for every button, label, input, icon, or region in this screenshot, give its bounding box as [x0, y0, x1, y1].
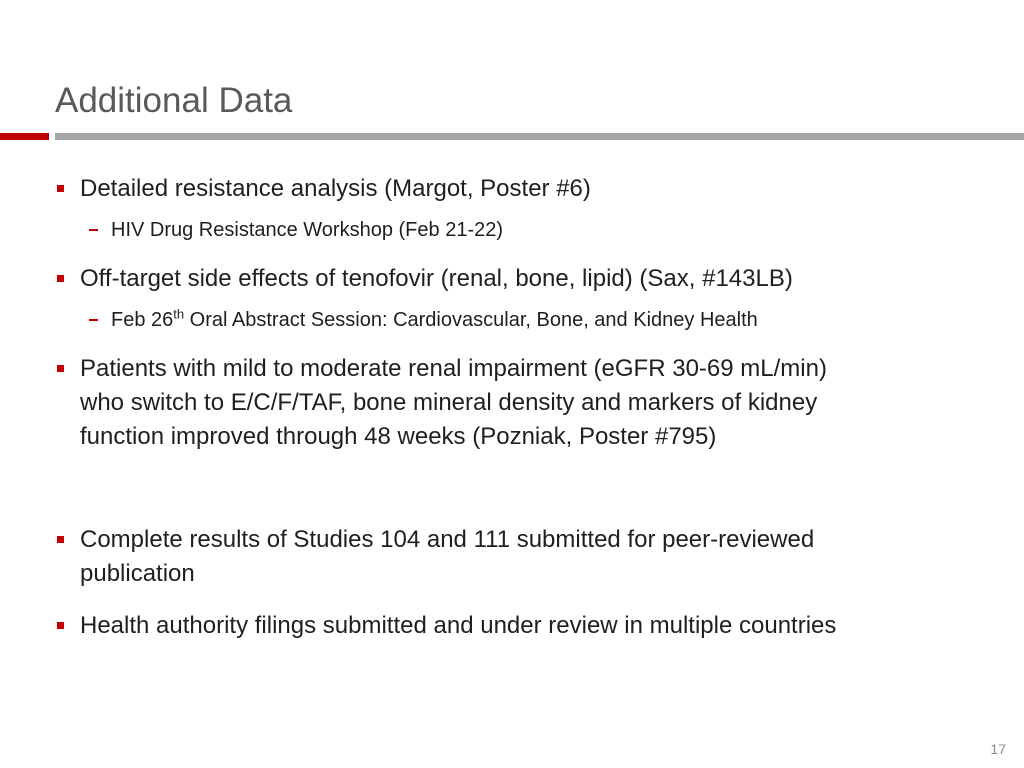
dash-bullet-icon: [89, 229, 98, 231]
dash-bullet-icon: [89, 319, 98, 321]
square-bullet-icon: [57, 622, 64, 629]
title-divider-rule: [55, 133, 1024, 140]
bullet-text-line: Patients with mild to moderate renal impairment (eGFR 30-69 mL/min): [80, 355, 827, 382]
square-bullet-icon: [57, 536, 64, 543]
title-accent-rule: [0, 133, 49, 140]
sub-bullet-session: Oral Abstract Session: Cardiovascular, Bone, and Kidney Health: [184, 309, 758, 331]
square-bullet-icon: [57, 365, 64, 372]
sub-bullet-text: HIV Drug Resistance Workshop (Feb 21-22): [111, 219, 504, 241]
slide-title: Additional Data: [55, 81, 293, 120]
bullet-text-line: publication: [80, 560, 195, 587]
bullet-text-line: Complete results of Studies 104 and 111 submitted for peer-reviewed: [80, 526, 815, 553]
bullet-text: Off-target side effects of tenofovir (renal, bone, lipid) (Sax, #143LB): [80, 265, 793, 292]
square-bullet-icon: [57, 275, 64, 282]
ordinal-suffix: th: [173, 306, 185, 322]
sub-bullet-text: [111, 307, 758, 333]
bullet-text: Health authority filings submitted and under review in multiple countries: [80, 612, 837, 639]
bullet-text: Detailed resistance analysis (Margot, Poster #6): [80, 175, 591, 202]
sub-bullet-date: Feb 26: [111, 309, 174, 331]
bullet-text-line: function improved through 48 weeks (Pozniak, Poster #795): [80, 423, 717, 450]
bullet-text-line: who switch to E/C/F/TAF, bone mineral density and markers of kidney: [80, 389, 818, 416]
square-bullet-icon: [57, 185, 64, 192]
page-number: 17: [990, 741, 1006, 757]
